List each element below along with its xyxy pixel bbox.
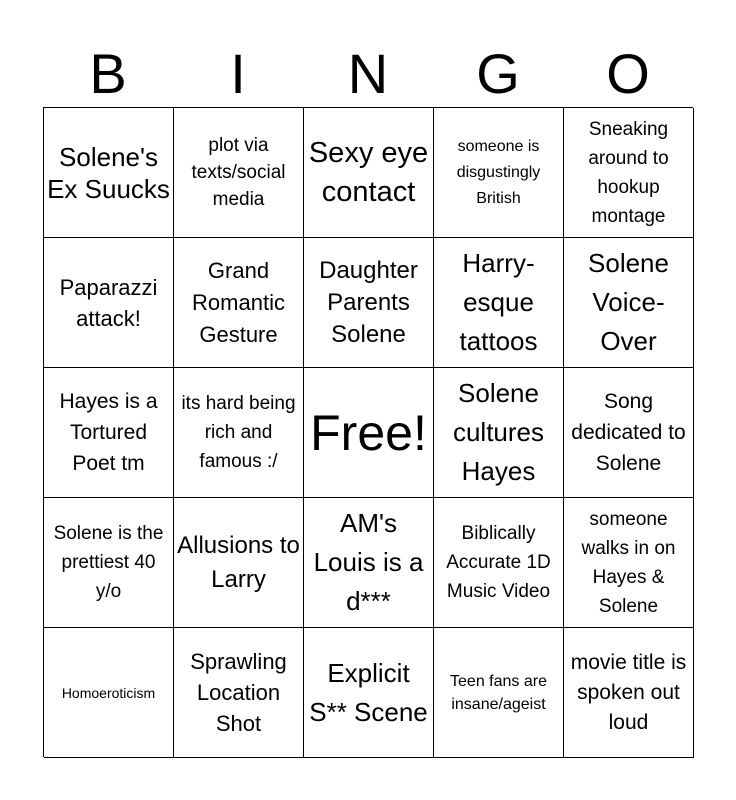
cell-text: Sexy eye contact — [308, 136, 429, 208]
bingo-cell[interactable] — [304, 368, 434, 498]
bingo-cell[interactable] — [564, 368, 694, 498]
cell-text: its hard being rich and famous :/ — [181, 393, 296, 472]
cell-text: someone walks in on Hayes & Solene — [581, 508, 676, 617]
cell-text: Biblically Accurate 1D Music Video — [446, 523, 551, 602]
bingo-cell[interactable] — [434, 238, 564, 368]
cell-text: Grand Romantic Gesture — [192, 257, 285, 347]
bingo-cell[interactable] — [44, 498, 174, 628]
bingo-cell[interactable] — [44, 628, 174, 758]
cell-text: AM's Louis is a d*** — [313, 508, 424, 616]
bingo-cell[interactable] — [564, 628, 694, 758]
cell-text: Solene's Ex Suucks — [47, 141, 170, 204]
cell-text: Explicit S** Scene — [309, 657, 428, 727]
cell-text: Homoeroticism — [61, 684, 156, 701]
cell-text: Sneaking around to hookup montage — [588, 118, 669, 227]
bingo-cell[interactable] — [174, 108, 304, 238]
cell-text: Paparazzi attack! — [59, 274, 158, 331]
bingo-cell[interactable] — [564, 238, 694, 368]
bingo-cell[interactable] — [174, 628, 304, 758]
cell-text: Hayes is a Tortured Poet tm — [59, 390, 158, 475]
bingo-cell[interactable] — [434, 368, 564, 498]
bingo-cell[interactable] — [434, 108, 564, 238]
bingo-cell[interactable] — [174, 238, 304, 368]
cell-text: Solene cultures Hayes — [452, 378, 545, 486]
bingo-cell[interactable] — [44, 238, 174, 368]
bingo-cell[interactable] — [564, 498, 694, 628]
cell-text: plot via texts/social media — [191, 135, 286, 210]
header-letter-n: N — [347, 42, 389, 105]
cell-text: Solene Voice-Over — [588, 248, 669, 356]
bingo-header — [43, 40, 693, 108]
cell-text: movie title is spoken out loud — [570, 650, 687, 734]
bingo-cell[interactable] — [174, 368, 304, 498]
cell-text: Teen fans are insane/ageist — [450, 672, 547, 713]
bingo-cell[interactable] — [44, 368, 174, 498]
cell-text: Daughter Parents Solene — [319, 256, 418, 348]
header-letter-o: O — [606, 42, 650, 105]
bingo-cell[interactable] — [304, 498, 434, 628]
bingo-cell[interactable] — [44, 108, 174, 238]
cell-text: Harry-esque tattoos — [459, 248, 538, 356]
bingo-cell[interactable] — [304, 238, 434, 368]
header-letter-i: I — [230, 42, 246, 105]
cell-text: Solene is the prettiest 40 y/o — [53, 523, 164, 602]
bingo-cell[interactable] — [564, 108, 694, 238]
bingo-cell[interactable] — [304, 628, 434, 758]
cell-text: Free! — [310, 404, 427, 461]
cell-text: someone is disgustingly British — [456, 137, 541, 207]
header-letter-g: G — [476, 42, 520, 105]
cell-text: Song dedicated to Solene — [571, 390, 686, 475]
header-letter-b: B — [89, 42, 127, 105]
bingo-cell[interactable] — [434, 498, 564, 628]
cell-text: Sprawling Location Shot — [190, 649, 287, 736]
bingo-cell[interactable] — [434, 628, 564, 758]
bingo-grid — [43, 107, 693, 757]
bingo-cell[interactable] — [304, 108, 434, 238]
cell-text: Allusions to Larry — [177, 531, 300, 593]
bingo-cell[interactable] — [174, 498, 304, 628]
